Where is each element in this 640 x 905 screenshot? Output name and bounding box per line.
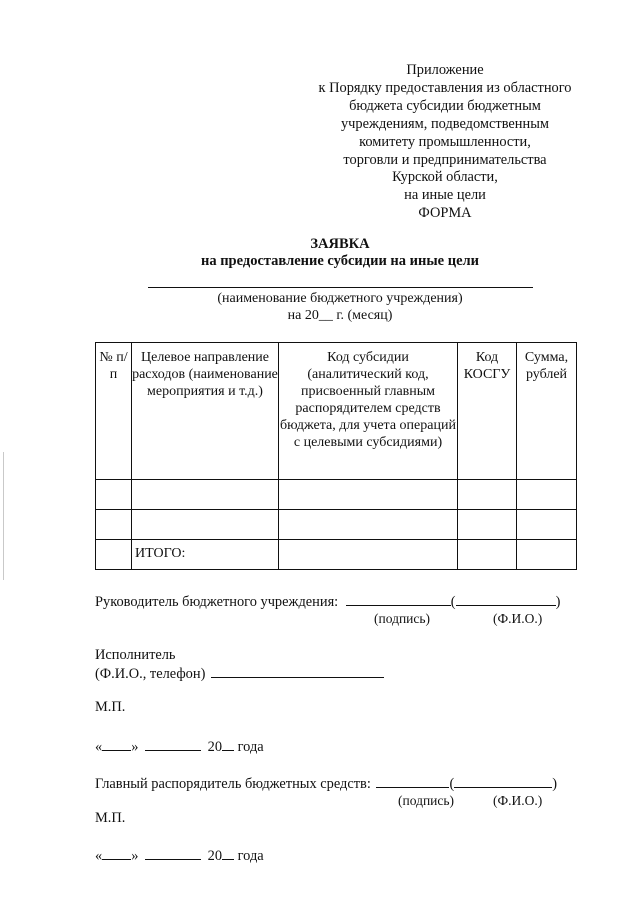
table-cell[interactable] [96, 510, 132, 540]
date-year-field[interactable] [222, 737, 234, 751]
chief-signature-line: Главный распорядитель бюджетных средств: ( ) [95, 776, 558, 792]
subsidy-table [95, 342, 577, 570]
appendix-line: на иные цели [404, 187, 486, 204]
chief-label: Главный распорядитель бюджетных средств: [95, 776, 371, 792]
date-open-quote: « [95, 848, 103, 864]
date-close-quote: » [131, 848, 139, 864]
head-label: Руководитель бюджетного учреждения: [95, 594, 339, 610]
date-day-field[interactable] [102, 846, 131, 860]
appendix-line: торговли и предпринимательства [343, 151, 547, 168]
table-cell[interactable] [96, 480, 132, 510]
table-header-row [96, 343, 577, 480]
date-year-suffix: года [237, 739, 264, 755]
executor-field[interactable] [211, 664, 384, 678]
executor-fio-label: (Ф.И.О., телефон) [95, 666, 206, 682]
col-kosgu-header: Код КОСГУ [458, 343, 517, 480]
head-sign-caption: (подпись) [374, 611, 431, 626]
date-month-field[interactable] [145, 737, 201, 751]
institution-name-line [148, 287, 533, 288]
stamp-label-2: М.П. [95, 810, 126, 826]
date-line [95, 737, 264, 756]
table-cell[interactable] [279, 480, 458, 510]
appendix-line: к Порядку предоставления из областного [318, 79, 572, 96]
table-cell[interactable] [517, 480, 577, 510]
executor-label: Исполнитель [95, 647, 176, 663]
table-cell[interactable] [132, 510, 279, 540]
date-line-2 [95, 846, 264, 865]
col-amount-header: Сумма, рублей [517, 343, 577, 480]
total-label: ИТОГО: [132, 540, 279, 570]
table-row [96, 510, 577, 540]
head-fio-caption: (Ф.И.О.) [493, 611, 543, 626]
date-close-quote: » [131, 739, 139, 755]
appendix-line: комитету промышленности, [359, 133, 531, 150]
appendix-line: Курской области, [392, 169, 498, 186]
chief-sign-caption: (подпись) [398, 793, 455, 808]
chief-signature-field[interactable] [376, 774, 449, 788]
subtitle-block [140, 290, 540, 324]
head-signature-field[interactable] [346, 592, 451, 606]
appendix-block [300, 62, 590, 223]
date-year-prefix: 20 [207, 739, 223, 755]
appendix-line: Приложение [406, 62, 484, 78]
date-open-quote: « [95, 739, 103, 755]
table-cell[interactable] [458, 510, 517, 540]
date-day-field[interactable] [102, 737, 131, 751]
table-cell[interactable] [517, 510, 577, 540]
document-title [140, 236, 540, 270]
table-row [96, 480, 577, 510]
chief-fio-caption: (Ф.И.О.) [493, 793, 543, 808]
table-cell[interactable] [458, 480, 517, 510]
col-number-header: № п/п [96, 343, 132, 480]
scan-edge-mark [3, 452, 4, 580]
col-subsidy-code-header: Код субсидии (аналитический код, присвоенный главным распорядителем средств бюджета, для учета операций с целевыми субсидиями) [279, 343, 458, 480]
head-fio-field[interactable] [456, 592, 556, 606]
title-main: ЗАЯВКА [310, 236, 370, 252]
table-cell[interactable] [279, 540, 458, 570]
date-month-field[interactable] [145, 846, 201, 860]
institution-name-caption: (наименование бюджетного учреждения) [217, 291, 463, 306]
table-cell[interactable] [458, 540, 517, 570]
form-label: ФОРМА [418, 205, 472, 222]
table-cell[interactable] [132, 480, 279, 510]
period-line: на 20__ г. (месяц) [287, 308, 393, 323]
appendix-line: учреждениям, подведомственным [340, 115, 549, 132]
title-sub: на предоставление субсидии на иные цели [200, 253, 480, 269]
head-signature-line: Руководитель бюджетного учреждения: ( ) [95, 594, 561, 610]
col-purpose-header: Целевое направление расходов (наименование мероприятия и т.д.) [132, 343, 279, 480]
chief-fio-field[interactable] [454, 774, 552, 788]
date-year-suffix: года [237, 848, 264, 864]
stamp-label: М.П. [95, 699, 126, 715]
table-cell [96, 540, 132, 570]
table-total-row [96, 540, 577, 570]
appendix-line: бюджета субсидии бюджетным [349, 97, 541, 114]
total-amount-cell[interactable] [517, 540, 577, 570]
date-year-field[interactable] [222, 846, 234, 860]
date-year-prefix: 20 [207, 848, 223, 864]
executor-line [95, 664, 384, 683]
table-cell[interactable] [279, 510, 458, 540]
